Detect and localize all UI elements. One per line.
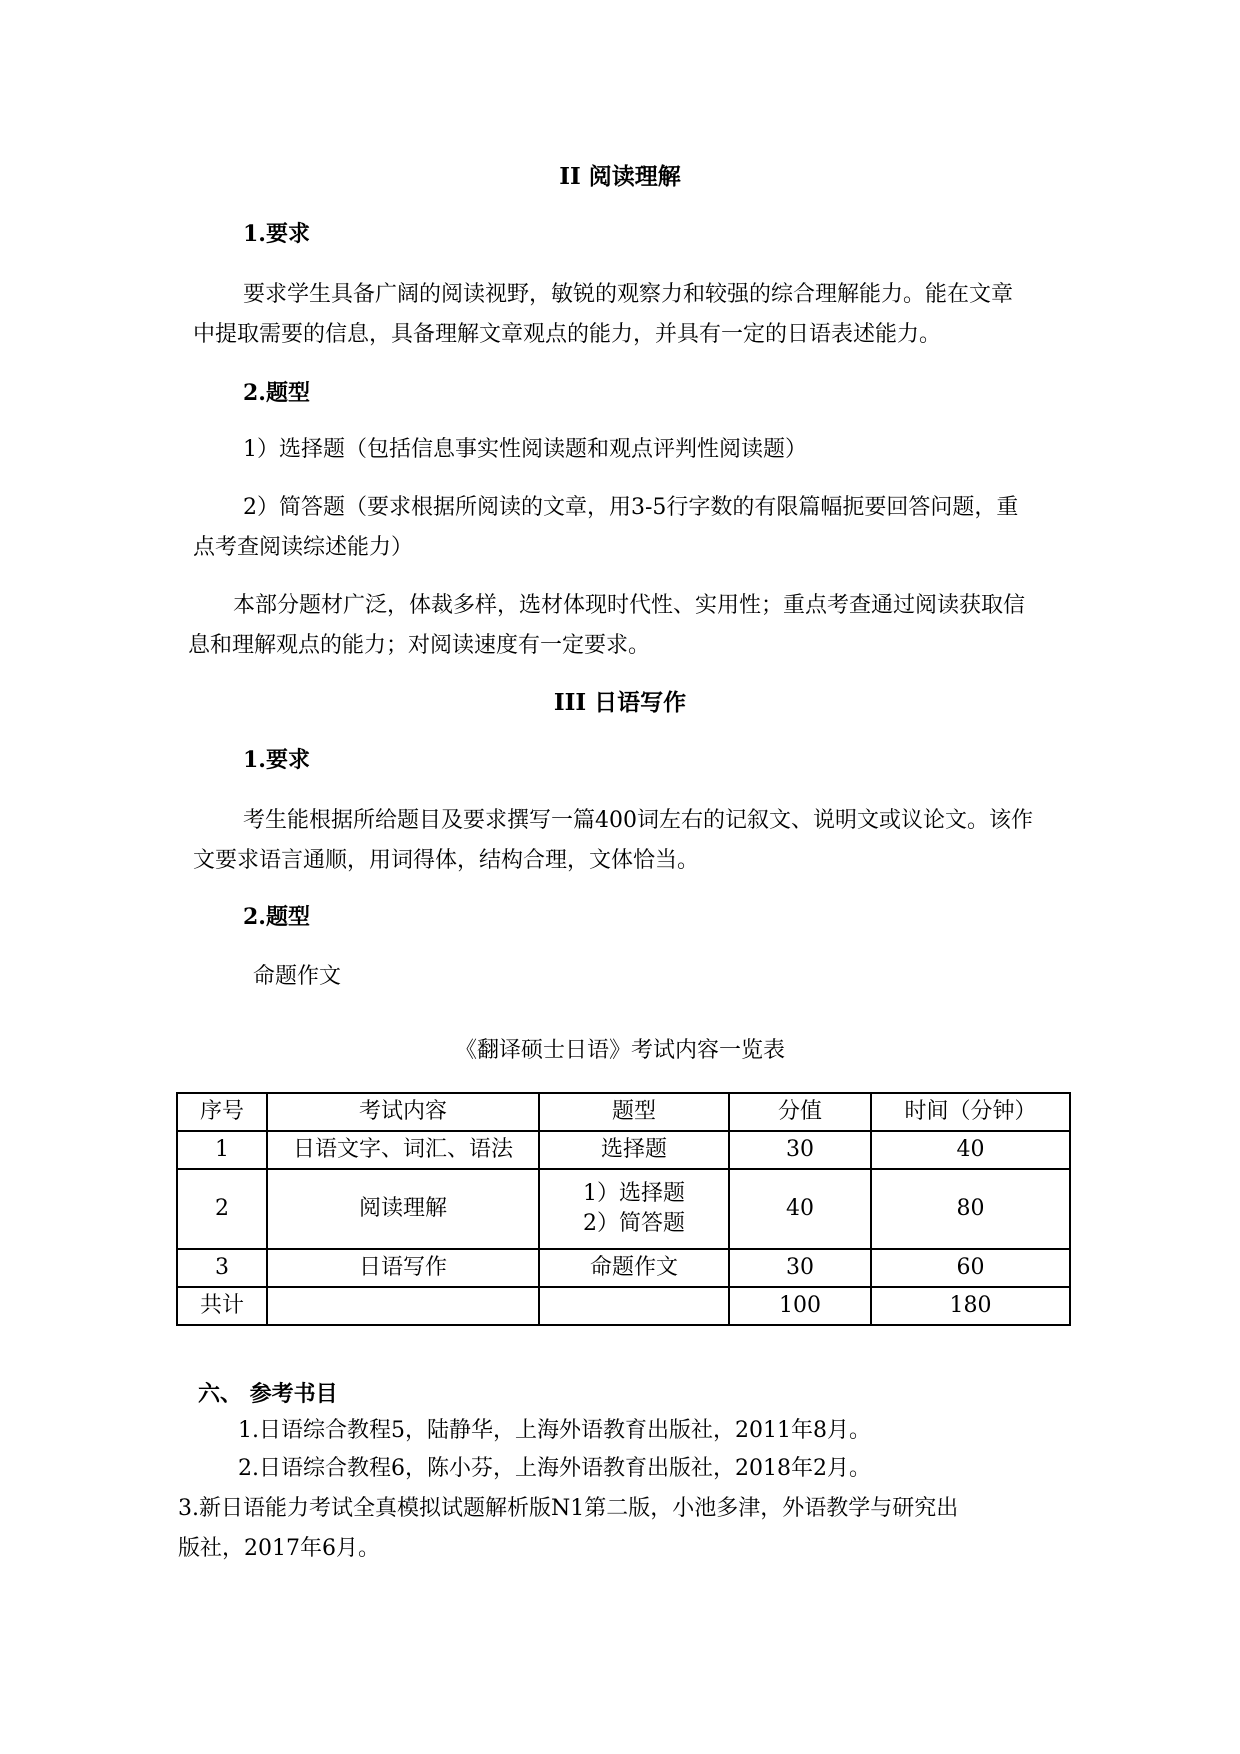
table-caption: 《翻译硕士日语》考试内容一览表 — [454, 1038, 785, 1063]
writing-type-heading: 2.题型 — [243, 904, 310, 930]
total-content — [267, 1287, 539, 1325]
header-time: 时间（分钟） — [871, 1093, 1070, 1131]
row-no: 1 — [177, 1131, 267, 1169]
row-time: 60 — [871, 1249, 1070, 1287]
row-type: 命题作文 — [539, 1249, 729, 1287]
row-time: 40 — [871, 1131, 1070, 1169]
reference-item-3-line2: 版社，2017年6月。 — [178, 1536, 380, 1561]
section-title-writing: III 日语写作 — [553, 689, 687, 716]
section-title-reading: II 阅读理解 — [559, 163, 681, 190]
row-type-line1: 1）选择题 — [583, 1181, 685, 1206]
row-content: 阅读理解 — [267, 1169, 539, 1249]
table-row — [177, 1169, 1070, 1249]
table-row — [177, 1131, 1070, 1169]
reading-requirement-heading: 1.要求 — [243, 221, 310, 247]
reading-type-item-2-line2: 点考查阅读综述能力） — [193, 535, 414, 560]
header-content: 考试内容 — [267, 1093, 539, 1131]
reference-item-3-line1: 3.新日语能力考试全真模拟试题解析版N1第二版，小池多津，外语教学与研究出 — [178, 1496, 959, 1521]
references-heading: 六、 参考书目 — [198, 1381, 338, 1407]
writing-requirement-text-line1: 考生能根据所给题目及要求撰写一篇400词左右的记叙文、说明文或议论文。该作 — [243, 808, 1033, 833]
reading-type-item-2-line1: 2）简答题（要求根据所阅读的文章，用3-5行字数的有限篇幅扼要回答问题，重 — [243, 495, 1019, 520]
row-score: 30 — [729, 1131, 871, 1169]
header-score: 分值 — [729, 1093, 871, 1131]
reading-type-item-1: 1）选择题（包括信息事实性阅读题和观点评判性阅读题） — [243, 437, 807, 462]
total-time: 180 — [871, 1287, 1070, 1325]
row-time: 80 — [871, 1169, 1070, 1249]
total-score: 100 — [729, 1287, 871, 1325]
header-type: 题型 — [539, 1093, 729, 1131]
total-label: 共计 — [177, 1287, 267, 1325]
reading-type-heading: 2.题型 — [243, 380, 310, 406]
row-score: 30 — [729, 1249, 871, 1287]
reading-requirement-text-line2: 中提取需要的信息，具备理解文章观点的能力，并具有一定的日语表述能力。 — [193, 322, 942, 347]
reference-item-1: 1.日语综合教程5，陆静华，上海外语教育出版社，2011年8月。 — [238, 1418, 871, 1443]
total-type — [539, 1287, 729, 1325]
row-type-line2: 2）简答题 — [583, 1211, 685, 1236]
row-content: 日语文字、词汇、语法 — [267, 1131, 539, 1169]
row-content: 日语写作 — [267, 1249, 539, 1287]
row-type: 选择题 — [539, 1131, 729, 1169]
header-no: 序号 — [177, 1093, 267, 1131]
table-total-row — [177, 1287, 1070, 1325]
reading-summary-line1: 本部分题材广泛，体裁多样，选材体现时代性、实用性；重点考查通过阅读获取信 — [233, 593, 1026, 618]
reference-item-2: 2.日语综合教程6，陈小芬，上海外语教育出版社，2018年2月。 — [238, 1456, 871, 1481]
writing-requirement-text-line2: 文要求语言通顺，用词得体，结构合理，文体恰当。 — [193, 848, 700, 873]
writing-requirement-heading: 1.要求 — [243, 747, 310, 773]
exam-content-table — [176, 1092, 1071, 1326]
row-type — [539, 1169, 729, 1249]
writing-type-item: 命题作文 — [253, 964, 342, 989]
row-no: 2 — [177, 1169, 267, 1249]
reading-requirement-text-line1: 要求学生具备广阔的阅读视野，敏锐的观察力和较强的综合理解能力。能在文章 — [243, 282, 1014, 307]
row-score: 40 — [729, 1169, 871, 1249]
row-no: 3 — [177, 1249, 267, 1287]
reading-summary-line2: 息和理解观点的能力；对阅读速度有一定要求。 — [188, 633, 651, 658]
table-row — [177, 1249, 1070, 1287]
table-header-row — [177, 1093, 1070, 1131]
